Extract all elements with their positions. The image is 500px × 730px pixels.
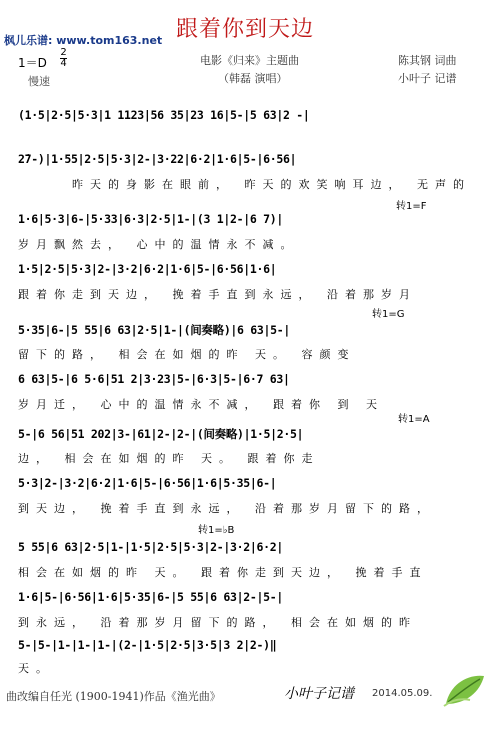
score-line-2-lyrics: 昨天的身影在眼前， 昨天的欢笑响耳边， 无声的: [72, 178, 471, 191]
singer-credit: （韩磊 演唱）: [218, 72, 288, 85]
score-line-8-lyrics: 到天边， 挽着手直到永远， 沿着那岁月留下的路，: [18, 502, 435, 515]
time-signature: [60, 48, 67, 69]
score-line-8-notes: 5·3|2-|3·2|6·2|1·6|5-|6·56|1·6|5·35|6-|: [18, 476, 277, 490]
score-line-4-notes: 1·5|2·5|5·3|2-|3·2|6·2|1·6|5-|6·56|1·6|: [18, 262, 277, 276]
modulation-2: 转1=G: [372, 309, 405, 320]
score-line-10-notes: 1·6|5-|6·56|1·6|5·35|6-|5 55|6 63|2-|5-|: [18, 590, 283, 604]
score-line-7-notes: 5-|6 56|51 202|3-|61|2-|2-|(间奏略)|1·5|2·5|: [18, 427, 304, 441]
transcriber-credit: 小叶子 记谱: [398, 72, 457, 85]
score-line-11-notes: 5-|5-|1-|1-|1-|(2-|1·5|2·5|3·5|3 2|2-)‖: [18, 638, 277, 652]
score-line-9-notes: 5 55|6 63|2·5|1-|1·5|2·5|5·3|2-|3·2|6·2|: [18, 540, 283, 554]
key-signature: 1＝D: [18, 56, 47, 70]
modulation-1: 转1=F: [396, 201, 427, 212]
score-line-6-lyrics: 岁月迁， 心中的温情永不减， 跟着你 到 天: [18, 398, 384, 411]
score-line-5-lyrics: 留下的路， 相会在如烟的昨 天。 容颜变: [18, 348, 356, 361]
score-line-3-notes: 1·6|5·3|6-|5·33|6·3|2·5|1-|(3 1|2-|6 7)|: [18, 212, 283, 226]
time-signature-top: 2: [60, 47, 67, 58]
song-subtitle: 电影《归来》主题曲: [200, 54, 299, 67]
tempo-marking: 慢速: [28, 75, 50, 88]
score-line-10-lyrics: 到永远， 沿着那岁月留下的路， 相会在如烟的昨: [18, 616, 417, 629]
footer-note: 曲改编自任光 (1900-1941)作品《渔光曲》: [6, 690, 221, 703]
score-line-6-notes: 6 63|5-|6 5·6|51 2|3·23|5-|6·3|5-|6·7 63|: [18, 372, 290, 386]
leaf-icon: [440, 670, 488, 710]
score-line-2-notes: 2̇7-)|1·55|2·5|5·3|2-|3·22|6·2|1·6|5-|6·56|: [18, 152, 297, 166]
footer-date: 2014.05.09.: [372, 688, 433, 699]
score-line-4-lyrics: 跟着你走到天边， 挽着手直到永远， 沿着那岁月: [18, 288, 417, 301]
score-line-7-lyrics: 边， 相会在如烟的昨 天。 跟着你走: [18, 452, 320, 465]
song-title: 跟着你到天边: [176, 17, 315, 42]
transcriber-signature: 小叶子记谱: [284, 686, 354, 702]
site-name[interactable]: 枫儿乐谱: www.tom163.net: [4, 34, 163, 47]
lyricist-credit: 陈其钢 词曲: [398, 54, 457, 67]
score-line-11-lyrics: 天。: [18, 662, 54, 675]
score-line-3-lyrics: 岁月飘然去， 心中的温情永不减。: [18, 238, 299, 251]
score-line-9-lyrics: 相会在如烟的昨 天。 跟着你走到天边， 挽着手直: [18, 566, 428, 579]
modulation-4: 转1=♭B: [198, 525, 235, 536]
score-line-1-notes: (1·5|2·5|5·3|1 1123|56 35|23 16|5-|5 63|2 -|: [18, 108, 310, 122]
time-signature-bottom: 4: [60, 58, 67, 69]
modulation-3: 转1=A: [398, 414, 430, 425]
score-line-5-notes: 5·35|6-|5 55|6 63|2·5|1-|(间奏略)|6 63|5-|: [18, 323, 291, 337]
